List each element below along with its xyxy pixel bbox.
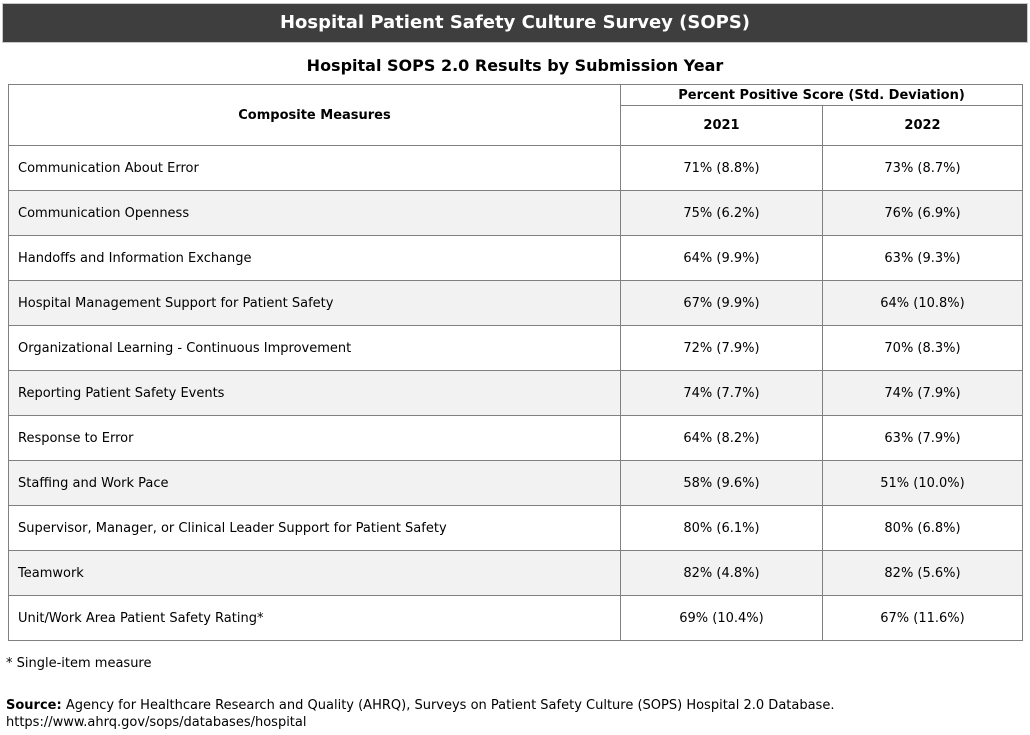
value-cell-2022: 63% (7.9%) [823, 416, 1023, 461]
value-cell-2021: 64% (8.2%) [621, 416, 823, 461]
measure-cell: Communication About Error [9, 146, 621, 191]
value-cell-2022: 64% (10.8%) [823, 281, 1023, 326]
source-url: https://www.ahrq.gov/sops/databases/hospital [6, 715, 307, 730]
table-row [9, 551, 1023, 596]
table-row [9, 191, 1023, 236]
measure-cell: Response to Error [9, 416, 621, 461]
source-block [6, 697, 1030, 731]
year-header-2022: 2022 [823, 106, 1023, 146]
sops-results-table [8, 84, 1023, 641]
measure-cell: Hospital Management Support for Patient Safety [9, 281, 621, 326]
measure-cell: Communication Openness [9, 191, 621, 236]
value-cell-2022: 82% (5.6%) [823, 551, 1023, 596]
value-cell-2022: 73% (8.7%) [823, 146, 1023, 191]
value-cell-2021: 80% (6.1%) [621, 506, 823, 551]
table-row [9, 146, 1023, 191]
table-subtitle: Hospital SOPS 2.0 Results by Submission Year [306, 56, 724, 75]
table-row [9, 416, 1023, 461]
table-row [9, 596, 1023, 641]
value-cell-2021: 67% (9.9%) [621, 281, 823, 326]
table-row [9, 371, 1023, 416]
measure-cell: Handoffs and Information Exchange [9, 236, 621, 281]
page-title: Hospital Patient Safety Culture Survey (SOPS) [279, 12, 751, 33]
measure-cell: Supervisor, Manager, or Clinical Leader Support for Patient Safety [9, 506, 621, 551]
value-cell-2021: 74% (7.7%) [621, 371, 823, 416]
value-cell-2022: 67% (11.6%) [823, 596, 1023, 641]
value-cell-2022: 63% (9.3%) [823, 236, 1023, 281]
value-cell-2022: 80% (6.8%) [823, 506, 1023, 551]
value-cell-2021: 64% (9.9%) [621, 236, 823, 281]
table-header-row-group [9, 85, 1023, 106]
value-cell-2021: 82% (4.8%) [621, 551, 823, 596]
measure-cell: Staffing and Work Pace [9, 461, 621, 506]
value-cell-2021: 75% (6.2%) [621, 191, 823, 236]
value-cell-2021: 58% (9.6%) [621, 461, 823, 506]
year-header-2021: 2021 [621, 106, 823, 146]
table-row [9, 461, 1023, 506]
value-cell-2021: 71% (8.8%) [621, 146, 823, 191]
value-cell-2021: 72% (7.9%) [621, 326, 823, 371]
measure-cell: Reporting Patient Safety Events [9, 371, 621, 416]
measure-cell: Unit/Work Area Patient Safety Rating* [9, 596, 621, 641]
value-cell-2022: 70% (8.3%) [823, 326, 1023, 371]
value-cell-2022: 76% (6.9%) [823, 191, 1023, 236]
percent-positive-group-header: Percent Positive Score (Std. Deviation) [621, 85, 1023, 106]
measure-cell: Teamwork [9, 551, 621, 596]
table-row [9, 506, 1023, 551]
title-bar [2, 3, 1028, 43]
table-row [9, 326, 1023, 371]
measure-cell: Organizational Learning - Continuous Improvement [9, 326, 621, 371]
table-row [9, 281, 1023, 326]
source-line [6, 697, 1030, 714]
value-cell-2022: 51% (10.0%) [823, 461, 1023, 506]
source-label: Source: [6, 698, 62, 713]
table-row [9, 236, 1023, 281]
source-text: Agency for Healthcare Research and Quality (AHRQ), Surveys on Patient Safety Culture (SOPS) Hospital 2.0 Database. [61, 698, 835, 713]
value-cell-2022: 74% (7.9%) [823, 371, 1023, 416]
value-cell-2021: 69% (10.4%) [621, 596, 823, 641]
single-item-footnote: * Single-item measure [6, 656, 152, 671]
composite-measures-header: Composite Measures [9, 85, 621, 146]
